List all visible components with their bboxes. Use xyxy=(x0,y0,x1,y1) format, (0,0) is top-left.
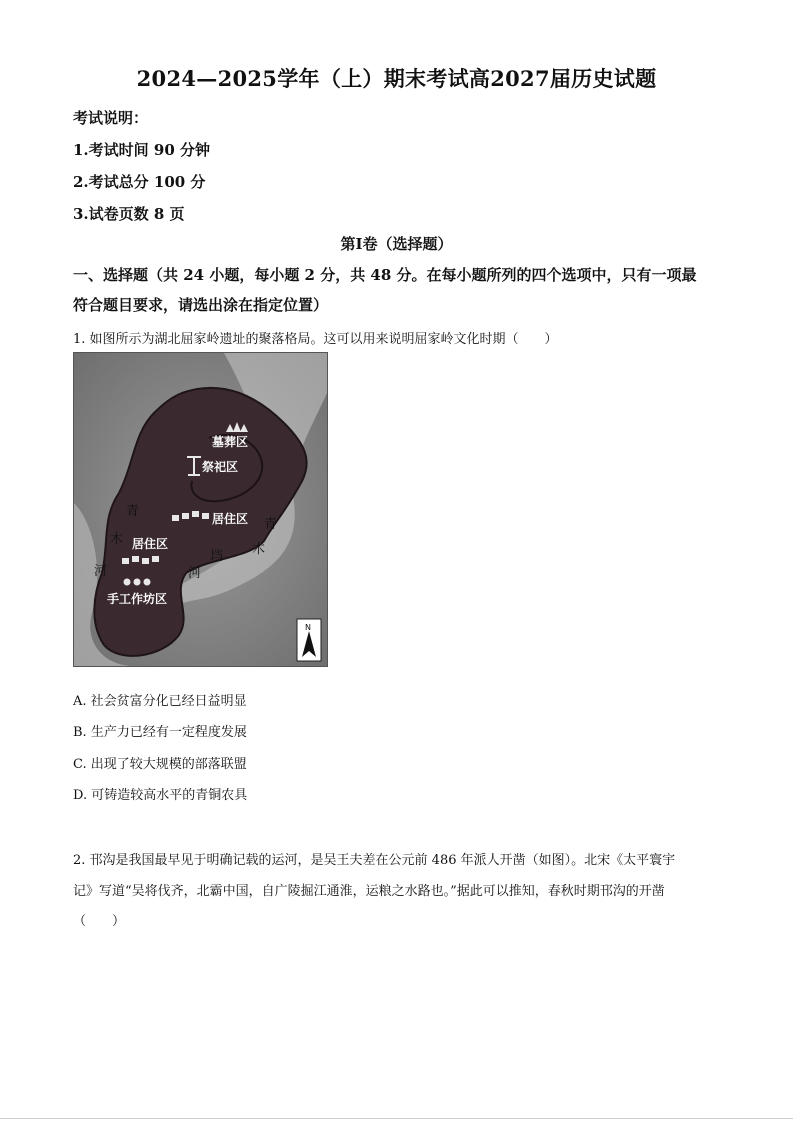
map-label-altar: 祭祀区 xyxy=(202,460,239,474)
question-2-stem: （ ） xyxy=(73,914,126,929)
river-label-char: 河 xyxy=(188,566,202,581)
page-title: 2024—2025学年（上）期末考试高2027届历史试题 xyxy=(136,66,657,91)
note-item: 1.考试时间 90 分钟 xyxy=(73,141,210,159)
river-label-char: 垱 xyxy=(210,549,224,564)
river-label-char: 河 xyxy=(94,564,108,579)
option-a: A. 社会贫富分化已经日益明显 xyxy=(73,694,247,709)
instructions-line: 一、选择题（共 24 小题，每小题 2 分，共 48 分。在每小题所列的四个选项中，只有一项最 xyxy=(73,266,697,284)
note-item: 2.考试总分 100 分 xyxy=(73,173,206,191)
page-bottom-divider xyxy=(0,1118,793,1119)
map-label-residence: 居住区 xyxy=(132,537,169,551)
note-item: 3.试卷页数 8 页 xyxy=(73,205,185,223)
question-2-stem: 记》写道“吴将伐齐，北霸中国，自广陵掘江通淮，运粮之水路也。”据此可以推知，春秋时期邗沟的开凿 xyxy=(73,884,665,899)
notes-heading: 考试说明： xyxy=(73,109,149,127)
instructions-line: 符合题目要求，请选出涂在指定位置） xyxy=(73,296,329,314)
map-label-workshop: 手工作坊区 xyxy=(107,592,168,606)
north-arrow-icon xyxy=(297,619,321,661)
map-label-residence: 居住区 xyxy=(212,512,249,526)
north-label: N xyxy=(305,623,311,632)
option-c: C. 出现了较大规模的部落联盟 xyxy=(73,757,247,772)
question-2-stem: 2. 邗沟是我国最早见于明确记载的运河，是吴王夫差在公元前 486 年派人开凿（如图）。北宋《太平寰宇 xyxy=(73,853,676,868)
river-label-char: 木 xyxy=(252,542,266,557)
settlement-map xyxy=(73,352,328,667)
workshop-icons xyxy=(124,579,151,586)
river-label-char: 青 xyxy=(126,504,140,519)
option-d: D. 可铸造较高水平的青铜农具 xyxy=(73,788,248,803)
river-label-char: 木 xyxy=(110,532,124,547)
settlement-map-svg xyxy=(74,353,327,666)
river-label-char: 青 xyxy=(264,517,278,532)
section-title: 第Ⅰ卷（选择题） xyxy=(340,235,453,253)
map-label-cemetery: 墓葬区 xyxy=(212,435,249,449)
question-1-stem: 1. 如图所示为湖北屈家岭遗址的聚落格局。这可以用来说明屈家岭文化时期（ ） xyxy=(73,332,558,347)
option-b: B. 生产力已经有一定程度发展 xyxy=(73,725,247,740)
